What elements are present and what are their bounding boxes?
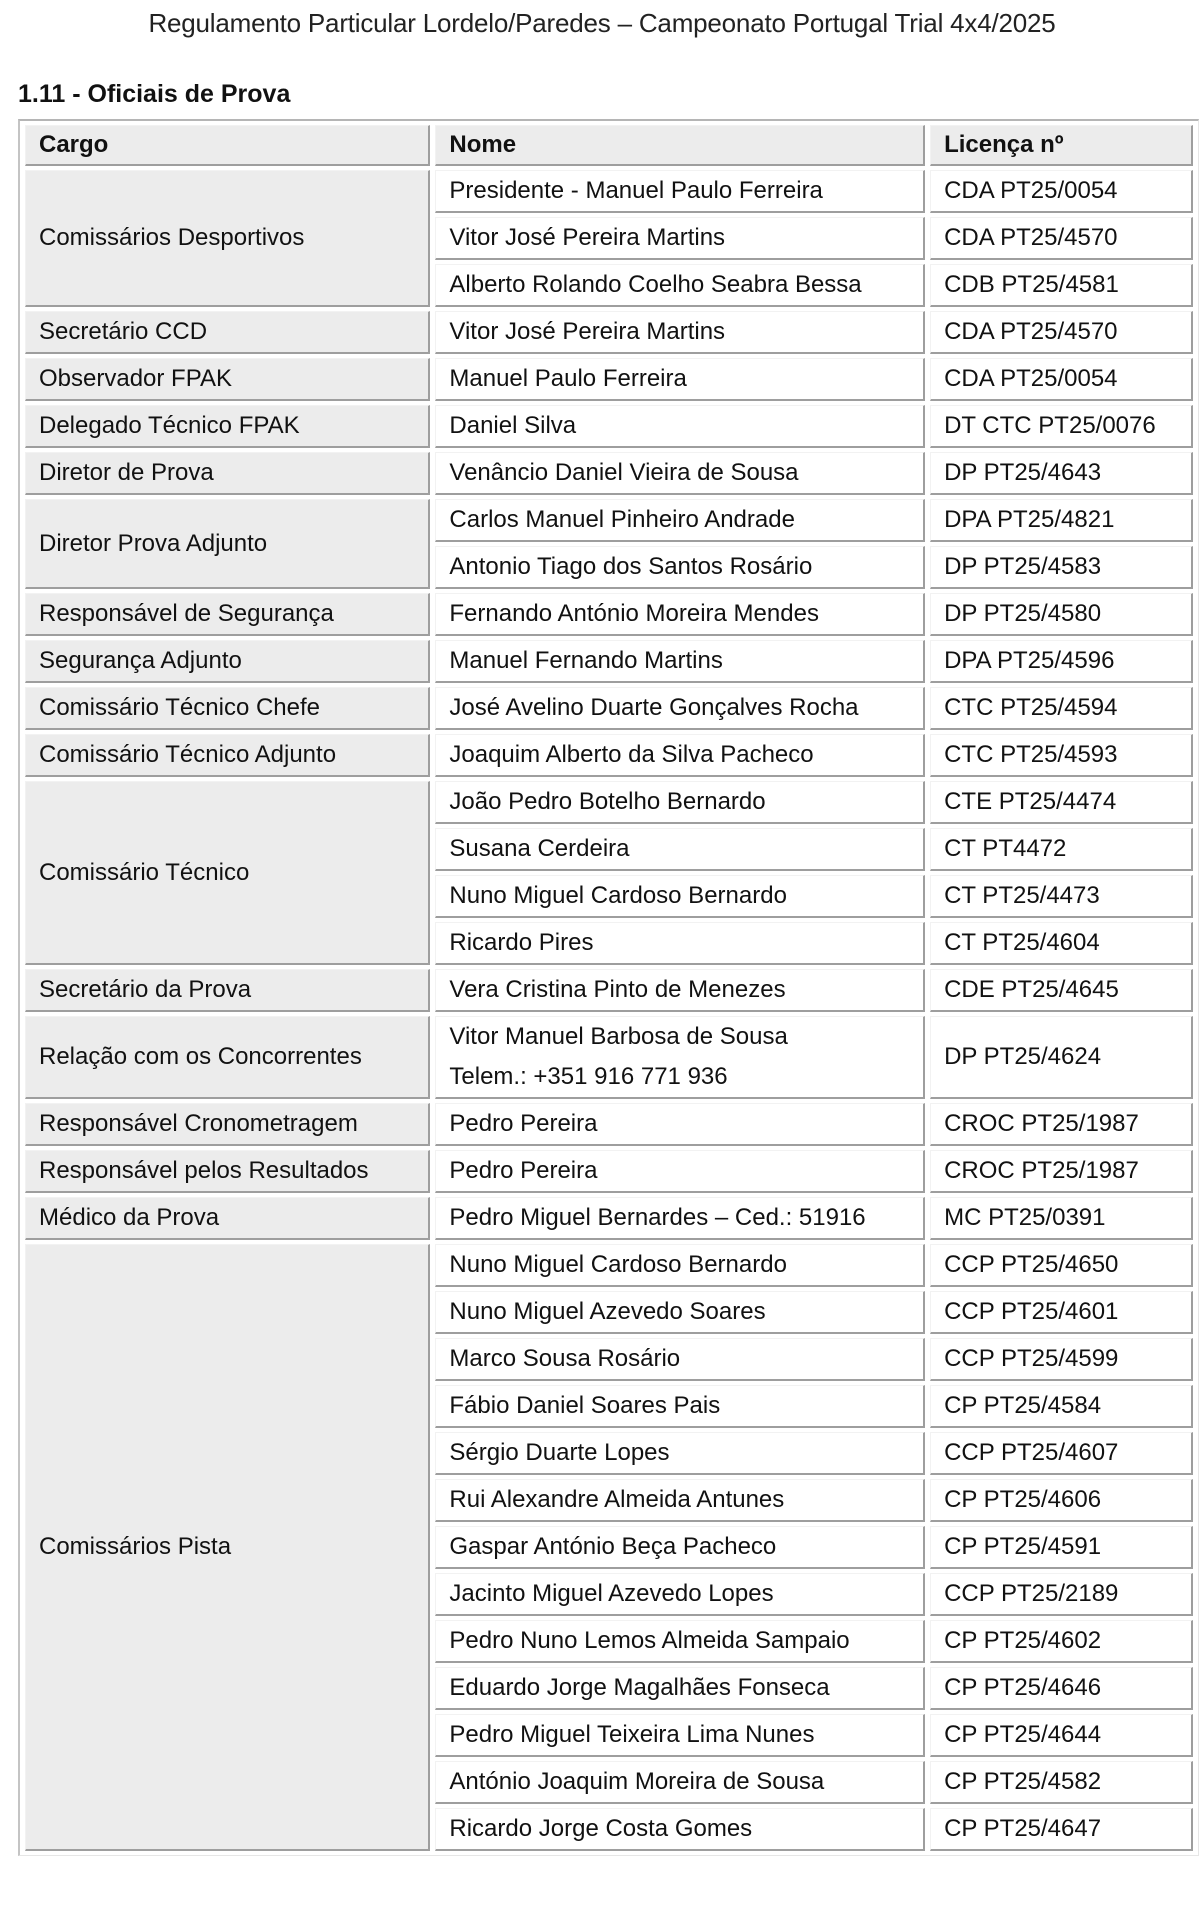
- nome-cell: João Pedro Botelho Bernardo: [435, 781, 925, 824]
- licenca-cell: CP PT25/4602: [930, 1620, 1193, 1663]
- cargo-cell: Observador FPAK: [25, 358, 430, 401]
- licenca-cell: CDA PT25/0054: [930, 358, 1193, 401]
- licenca-cell: DP PT25/4643: [930, 452, 1193, 495]
- licenca-cell: CDA PT25/4570: [930, 311, 1193, 354]
- licenca-cell: DPA PT25/4821: [930, 499, 1193, 542]
- cargo-cell: Responsável de Segurança: [25, 593, 430, 636]
- licenca-cell: CROC PT25/1987: [930, 1150, 1193, 1193]
- nome-cell: Gaspar António Beça Pacheco: [435, 1526, 925, 1569]
- nome-cell: Vera Cristina Pinto de Menezes: [435, 969, 925, 1012]
- nome-cell: Pedro Nuno Lemos Almeida Sampaio: [435, 1620, 925, 1663]
- licenca-cell: CT PT4472: [930, 828, 1193, 871]
- officials-table: [20, 121, 1198, 1855]
- table-row: [25, 499, 1193, 542]
- nome-cell: Manuel Fernando Martins: [435, 640, 925, 683]
- table-row: [25, 1016, 1193, 1099]
- table-row: [25, 170, 1193, 213]
- licenca-cell: CCP PT25/4599: [930, 1338, 1193, 1381]
- cargo-cell: Diretor Prova Adjunto: [25, 499, 430, 589]
- nome-cell: Carlos Manuel Pinheiro Andrade: [435, 499, 925, 542]
- cargo-cell: Segurança Adjunto: [25, 640, 430, 683]
- licenca-cell: CT PT25/4604: [930, 922, 1193, 965]
- licenca-cell: CDA PT25/0054: [930, 170, 1193, 213]
- nome-cell: Susana Cerdeira: [435, 828, 925, 871]
- nome-cell: Daniel Silva: [435, 405, 925, 448]
- nome-cell: Sérgio Duarte Lopes: [435, 1432, 925, 1475]
- document-header: Regulamento Particular Lordelo/Paredes – Campeonato Portugal Trial 4x4/2025: [148, 8, 1056, 38]
- nome-cell: [435, 1016, 925, 1099]
- cargo-cell: Responsável Cronometragem: [25, 1103, 430, 1146]
- licenca-cell: CCP PT25/2189: [930, 1573, 1193, 1616]
- licenca-cell: CTC PT25/4594: [930, 687, 1193, 730]
- table-body: [25, 170, 1193, 1851]
- nome-cell: José Avelino Duarte Gonçalves Rocha: [435, 687, 925, 730]
- licenca-cell: CROC PT25/1987: [930, 1103, 1193, 1146]
- licenca-cell: CTE PT25/4474: [930, 781, 1193, 824]
- nome-cell: Antonio Tiago dos Santos Rosário: [435, 546, 925, 589]
- cargo-cell: Secretário da Prova: [25, 969, 430, 1012]
- section-title: 1.11 - Oficiais de Prova: [18, 80, 291, 108]
- table-row: [25, 1150, 1193, 1193]
- licenca-cell: CP PT25/4644: [930, 1714, 1193, 1757]
- phone-line: Telem.: +351 916 771 936: [449, 1063, 728, 1090]
- licenca-cell: MC PT25/0391: [930, 1197, 1193, 1240]
- nome-cell: Fernando António Moreira Mendes: [435, 593, 925, 636]
- table-row: [25, 734, 1193, 777]
- table-row: [25, 1244, 1193, 1287]
- cargo-cell: Delegado Técnico FPAK: [25, 405, 430, 448]
- licenca-cell: CDE PT25/4645: [930, 969, 1193, 1012]
- licenca-cell: DP PT25/4580: [930, 593, 1193, 636]
- licenca-cell: CCP PT25/4601: [930, 1291, 1193, 1334]
- nome-cell: Pedro Miguel Bernardes – Ced.: 51916: [435, 1197, 925, 1240]
- nome-cell: Pedro Miguel Teixeira Lima Nunes: [435, 1714, 925, 1757]
- table-row: [25, 1103, 1193, 1146]
- nome-cell: Presidente - Manuel Paulo Ferreira: [435, 170, 925, 213]
- column-header-cargo: Cargo: [25, 125, 430, 166]
- licenca-cell: DPA PT25/4596: [930, 640, 1193, 683]
- licenca-cell: CDB PT25/4581: [930, 264, 1193, 307]
- table-row: [25, 781, 1193, 824]
- licenca-cell: CP PT25/4647: [930, 1808, 1193, 1851]
- table-row: [25, 969, 1193, 1012]
- licenca-cell: CDA PT25/4570: [930, 217, 1193, 260]
- nome-cell: Pedro Pereira: [435, 1150, 925, 1193]
- cargo-cell: Médico da Prova: [25, 1197, 430, 1240]
- cargo-cell: Comissários Pista: [25, 1244, 430, 1851]
- nome-cell: Jacinto Miguel Azevedo Lopes: [435, 1573, 925, 1616]
- nome-cell: Venâncio Daniel Vieira de Sousa: [435, 452, 925, 495]
- nome-cell: Eduardo Jorge Magalhães Fonseca: [435, 1667, 925, 1710]
- nome-cell: Rui Alexandre Almeida Antunes: [435, 1479, 925, 1522]
- column-header-licenca: Licença nº: [930, 125, 1193, 166]
- cargo-cell: Comissários Desportivos: [25, 170, 430, 307]
- nome-cell: Fábio Daniel Soares Pais: [435, 1385, 925, 1428]
- licenca-cell: CTC PT25/4593: [930, 734, 1193, 777]
- nome-cell: Joaquim Alberto da Silva Pacheco: [435, 734, 925, 777]
- nome-cell: Nuno Miguel Azevedo Soares: [435, 1291, 925, 1334]
- cargo-cell: Comissário Técnico Chefe: [25, 687, 430, 730]
- nome-cell: Alberto Rolando Coelho Seabra Bessa: [435, 264, 925, 307]
- licenca-cell: CCP PT25/4607: [930, 1432, 1193, 1475]
- column-header-nome: Nome: [435, 125, 925, 166]
- licenca-cell: CP PT25/4582: [930, 1761, 1193, 1804]
- licenca-cell: DP PT25/4624: [930, 1016, 1193, 1099]
- cargo-cell: Secretário CCD: [25, 311, 430, 354]
- licenca-cell: DP PT25/4583: [930, 546, 1193, 589]
- licenca-cell: CP PT25/4646: [930, 1667, 1193, 1710]
- table-row: [25, 358, 1193, 401]
- nome-cell: Marco Sousa Rosário: [435, 1338, 925, 1381]
- nome-cell: Ricardo Jorge Costa Gomes: [435, 1808, 925, 1851]
- licenca-cell: DT CTC PT25/0076: [930, 405, 1193, 448]
- nome-cell: António Joaquim Moreira de Sousa: [435, 1761, 925, 1804]
- nome-cell: Nuno Miguel Cardoso Bernardo: [435, 875, 925, 918]
- table-row: [25, 1197, 1193, 1240]
- nome-cell: Vitor José Pereira Martins: [435, 217, 925, 260]
- cargo-cell: Responsável pelos Resultados: [25, 1150, 430, 1193]
- cargo-cell: Relação com os Concorrentes: [25, 1016, 430, 1099]
- table-row: [25, 311, 1193, 354]
- nome-line: Vitor Manuel Barbosa de Sousa: [449, 1023, 788, 1050]
- licenca-cell: CT PT25/4473: [930, 875, 1193, 918]
- table-row: [25, 405, 1193, 448]
- nome-cell: Pedro Pereira: [435, 1103, 925, 1146]
- nome-cell: Manuel Paulo Ferreira: [435, 358, 925, 401]
- table-header-row: [25, 125, 1193, 166]
- cargo-cell: Comissário Técnico Adjunto: [25, 734, 430, 777]
- licenca-cell: CP PT25/4606: [930, 1479, 1193, 1522]
- nome-cell: Ricardo Pires: [435, 922, 925, 965]
- table-row: [25, 593, 1193, 636]
- licenca-cell: CP PT25/4584: [930, 1385, 1193, 1428]
- table-row: [25, 640, 1193, 683]
- licenca-cell: CP PT25/4591: [930, 1526, 1193, 1569]
- table-row: [25, 687, 1193, 730]
- cargo-cell: Comissário Técnico: [25, 781, 430, 965]
- licenca-cell: CCP PT25/4650: [930, 1244, 1193, 1287]
- table-row: [25, 452, 1193, 495]
- cargo-cell: Diretor de Prova: [25, 452, 430, 495]
- nome-cell: Vitor José Pereira Martins: [435, 311, 925, 354]
- officials-table-container: [18, 119, 1199, 1856]
- nome-cell: Nuno Miguel Cardoso Bernardo: [435, 1244, 925, 1287]
